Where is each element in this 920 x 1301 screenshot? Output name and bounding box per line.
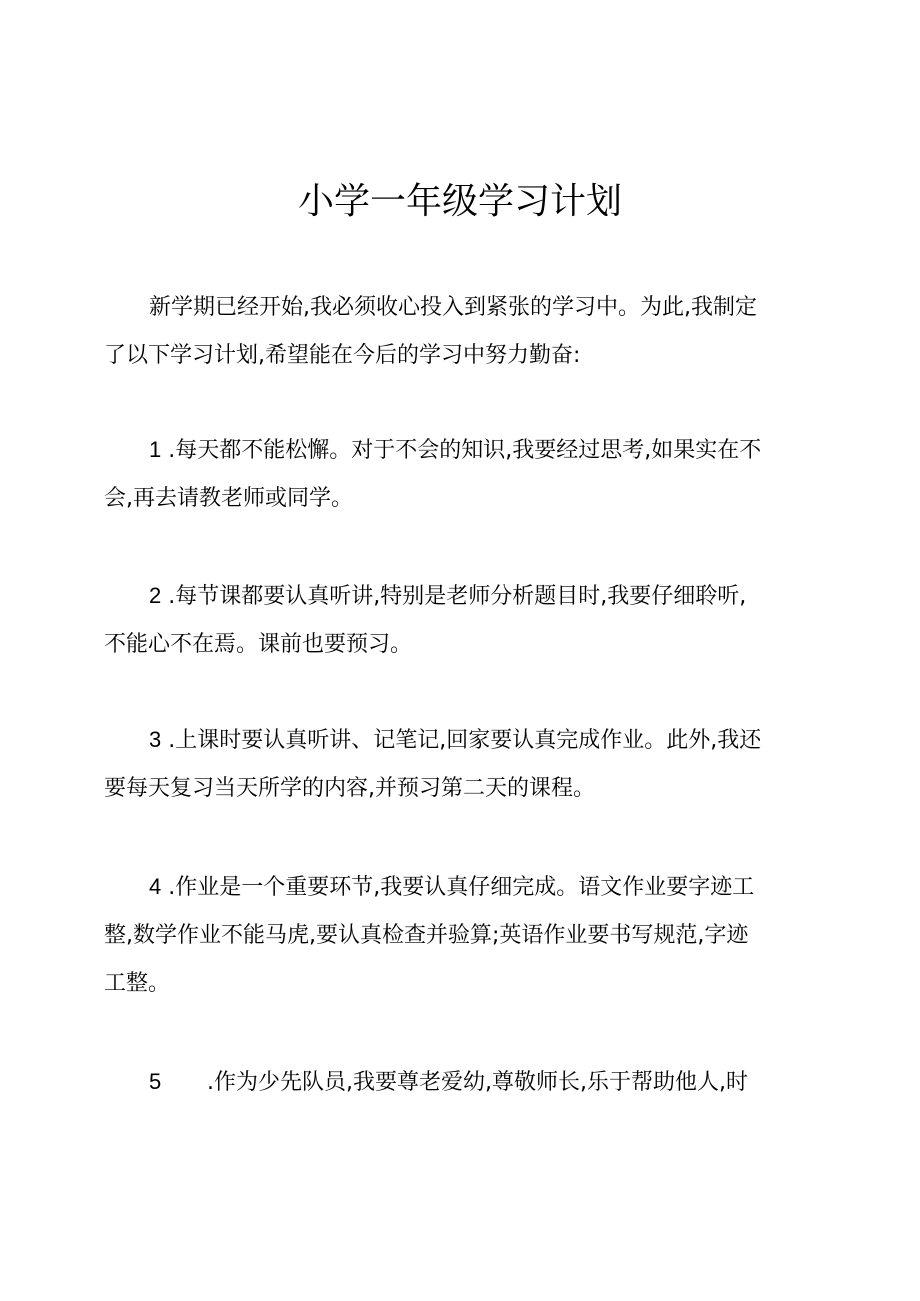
item-4-line-1: .作业是一个重要环节,我要认真仔细完成。语文作业要字迹工 — [161, 875, 755, 900]
item-3-line-2: 要每天复习当天所学的内容,并预习第二天的课程。 — [104, 776, 595, 801]
list-item-5 — [104, 1058, 814, 1107]
item-number-3: 3 — [149, 727, 162, 752]
item-1-line-2: 会,再去请教老师或同学。 — [104, 486, 353, 511]
list-item-4 — [104, 863, 814, 1008]
item-2-line-1: .每节课都要认真听讲,特别是老师分析题目时,我要仔细聆听, — [161, 584, 747, 609]
item-number-5: 5 — [149, 1069, 162, 1094]
list-item-1 — [104, 426, 814, 523]
item-4-line-2: 整,数学作业不能马虎,要认真检查并验算;英语作业要书写规范,字迹 — [104, 923, 749, 948]
list-item-3 — [104, 716, 814, 813]
intro-paragraph — [104, 284, 814, 380]
list-item-2 — [104, 572, 814, 669]
item-1-line-1: .每天都不能松懈。对于不会的知识,我要经过思考,如果实在不 — [161, 438, 762, 463]
page-title: 小学一年级学习计划 — [297, 181, 622, 222]
intro-line-1: 新学期已经开始,我必须收心投入到紧张的学习中。为此,我制定 — [149, 295, 757, 320]
item-number-4: 4 — [149, 874, 162, 899]
intro-line-2: 了以下学习计划,希望能在今后的学习中努力勤奋: — [104, 343, 581, 368]
item-5-line-1: .作为少先队员,我要尊老爱幼,尊敬师长,乐于帮助他人,时 — [207, 1070, 748, 1095]
item-3-line-1: .上课时要认真听讲、记笔记,回家要认真完成作业。此外,我还 — [161, 728, 762, 753]
item-4-line-3: 工整。 — [104, 971, 171, 996]
item-2-line-2: 不能心不在焉。课前也要预习。 — [104, 632, 413, 657]
item-number-2: 2 — [149, 583, 162, 608]
item-number-1: 1 — [149, 437, 162, 462]
